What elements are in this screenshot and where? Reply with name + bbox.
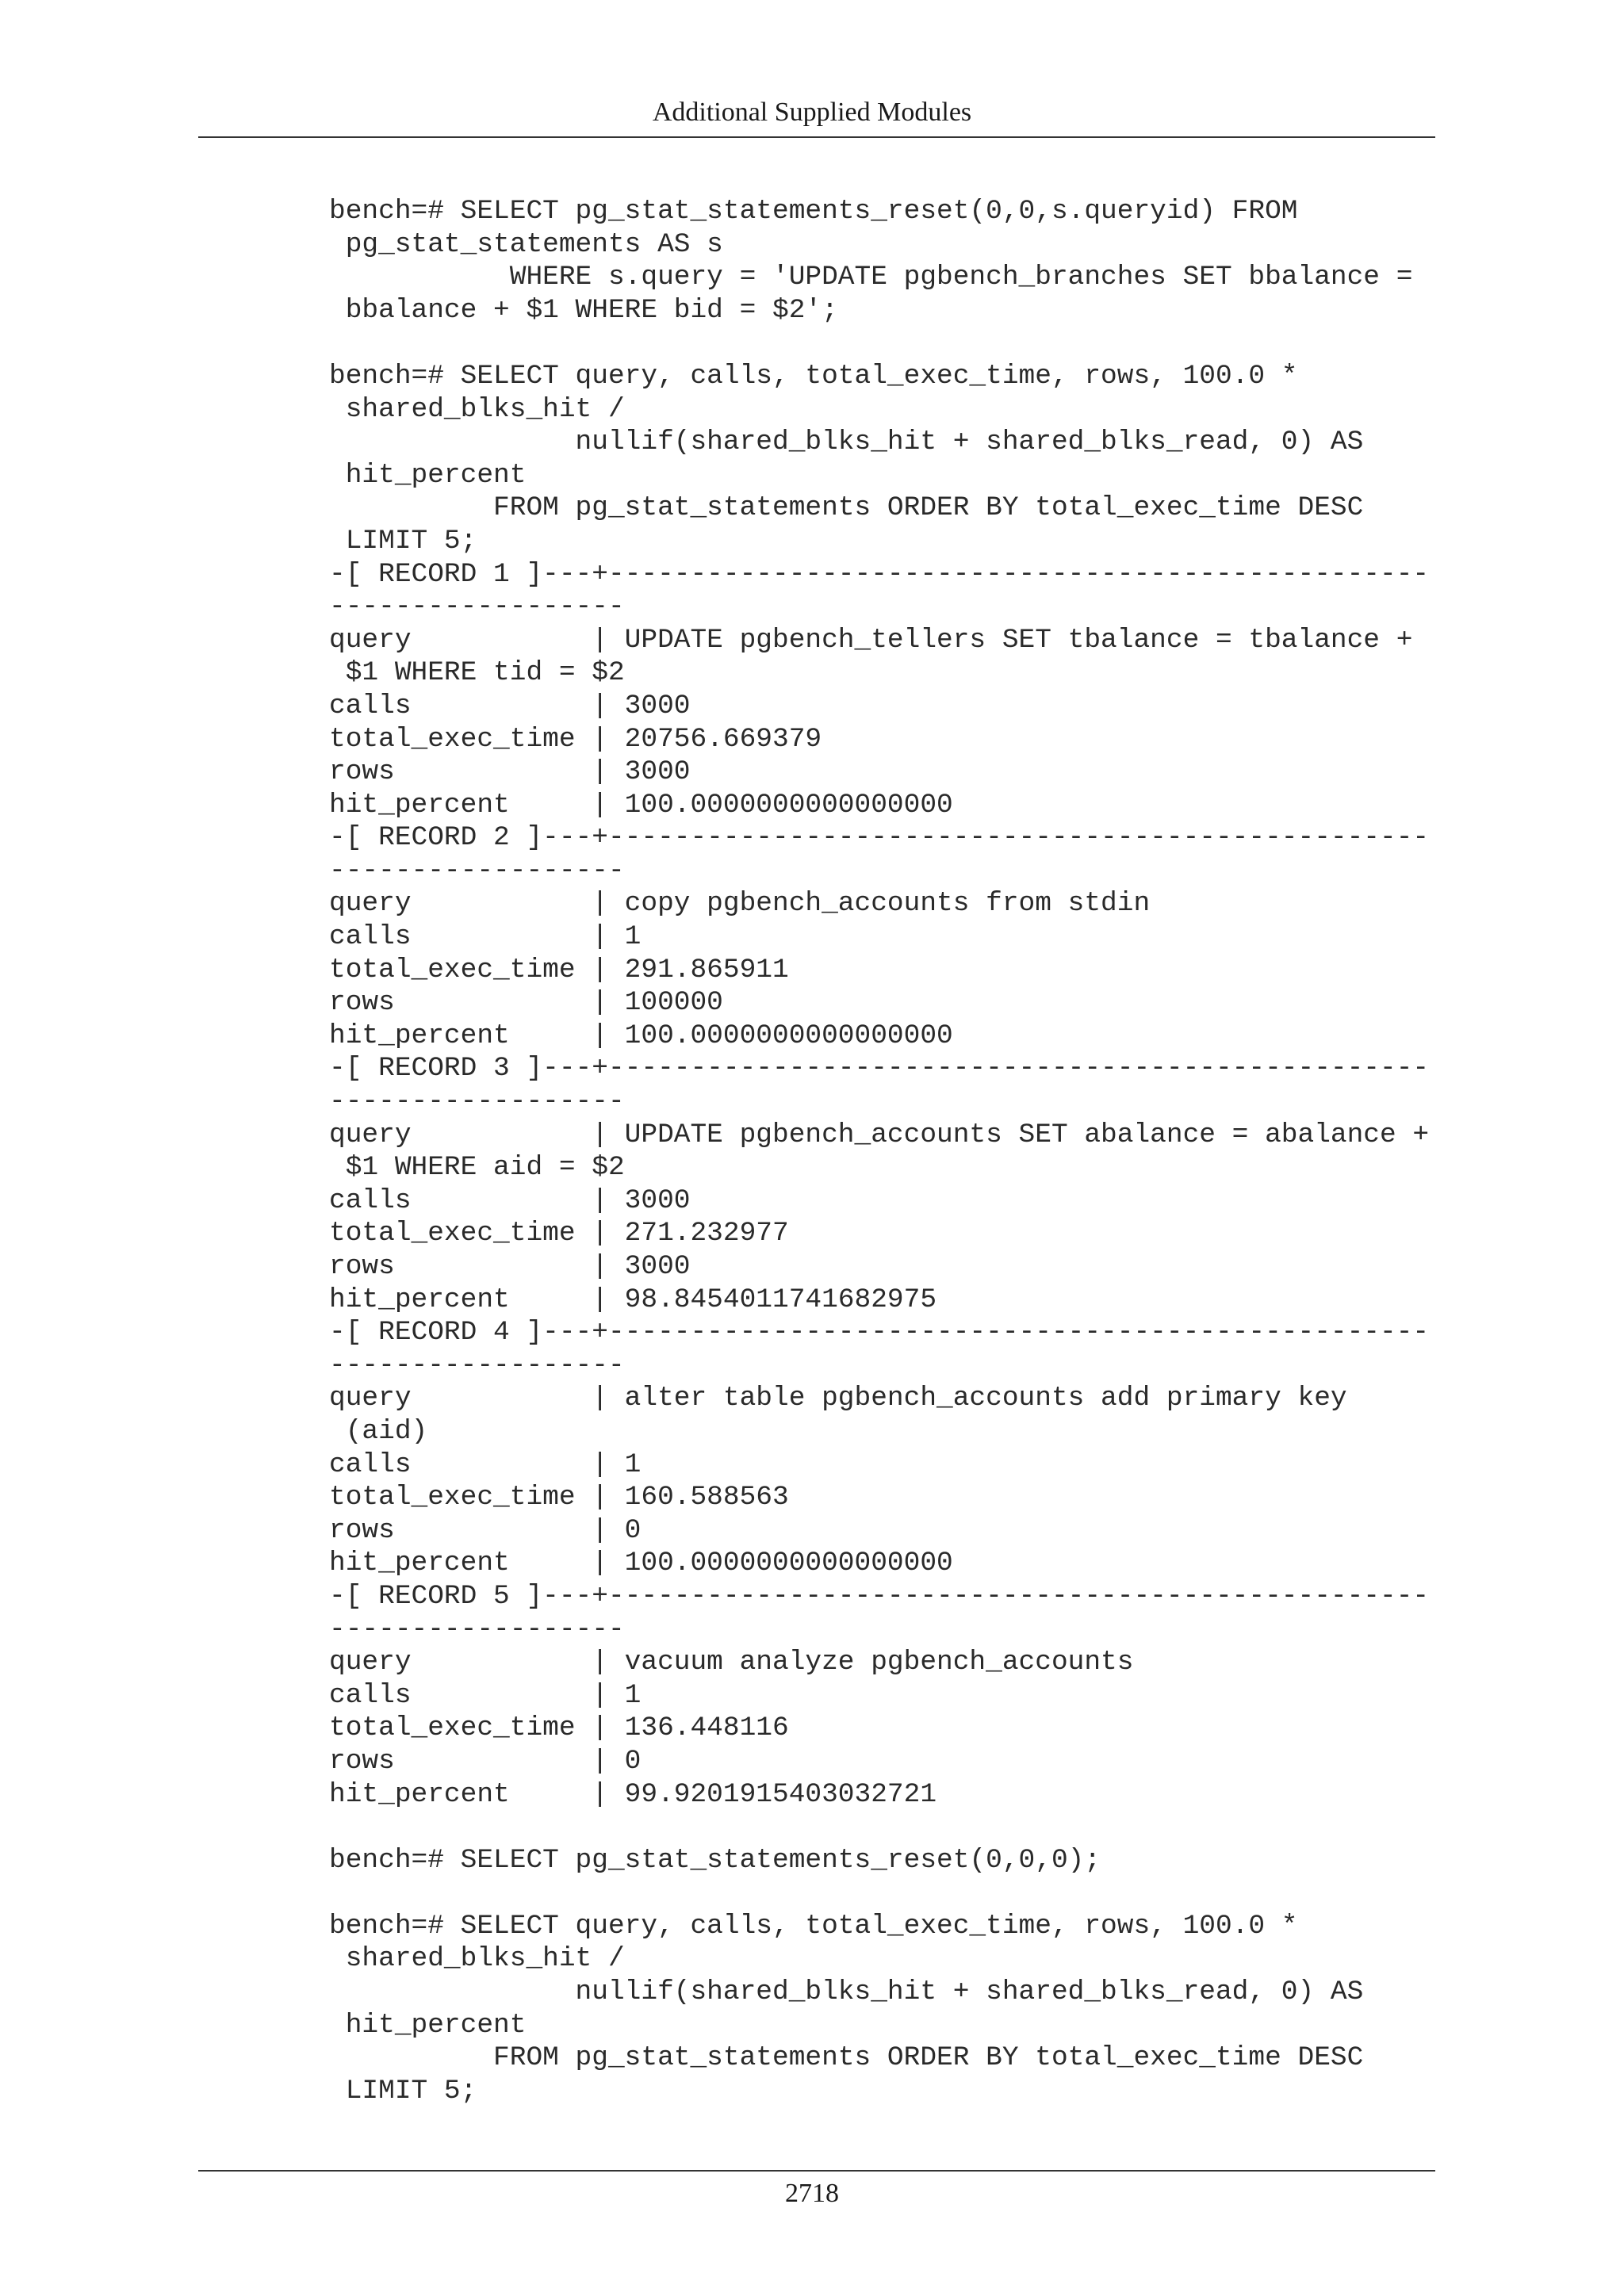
code-line: total_exec_time | 271.232977 xyxy=(329,1218,789,1249)
code-line: $1 WHERE tid = $2 xyxy=(329,657,625,689)
code-line: query | UPDATE pgbench_accounts SET abalance = abalance + xyxy=(329,1119,1430,1150)
code-line: hit_percent | 100.0000000000000000 xyxy=(329,1548,953,1579)
code-line: total_exec_time | 160.588563 xyxy=(329,1482,789,1513)
code-line: ------------------ xyxy=(329,855,625,886)
code-line: bench=# SELECT pg_stat_statements_reset(0,0,s.queryid) FROM xyxy=(329,196,1298,227)
code-line: rows | 0 xyxy=(329,1745,642,1777)
code-line: bench=# SELECT query, calls, total_exec_time, rows, 100.0 * xyxy=(329,1910,1298,1942)
code-line: FROM pg_stat_statements ORDER BY total_exec_time DESC xyxy=(329,2042,1364,2074)
code-line: bench=# SELECT query, calls, total_exec_time, rows, 100.0 * xyxy=(329,360,1298,392)
code-line: -[ RECORD 1 ]---+-------------------------------------------------- xyxy=(329,558,1430,590)
code-line: hit_percent xyxy=(329,2009,527,2041)
code-line: -[ RECORD 5 ]---+-------------------------------------------------- xyxy=(329,1580,1430,1612)
code-line: query | UPDATE pgbench_tellers SET tbalance = tbalance + xyxy=(329,624,1413,656)
code-line: nullif(shared_blks_hit + shared_blks_read, 0) AS xyxy=(329,1976,1364,2008)
code-line: calls | 1 xyxy=(329,921,642,953)
code-line: ------------------ xyxy=(329,591,625,623)
code-line: hit_percent | 100.0000000000000000 xyxy=(329,1020,953,1051)
code-line: ------------------ xyxy=(329,1086,625,1118)
code-line: total_exec_time | 20756.669379 xyxy=(329,723,822,755)
code-line: -[ RECORD 3 ]---+-------------------------------------------------- xyxy=(329,1053,1430,1085)
code-line: rows | 0 xyxy=(329,1514,642,1546)
code-line: total_exec_time | 291.865911 xyxy=(329,954,789,985)
code-line: LIMIT 5; xyxy=(329,525,477,557)
code-line: $1 WHERE aid = $2 xyxy=(329,1152,625,1184)
code-listing xyxy=(329,195,1429,2107)
code-line: rows | 3000 xyxy=(329,756,691,788)
code-line: shared_blks_hit / xyxy=(329,393,625,425)
code-line xyxy=(329,1877,1429,1910)
code-line: ------------------ xyxy=(329,1349,625,1381)
footer-divider xyxy=(198,2170,1435,2172)
page-header-title: Additional Supplied Modules xyxy=(652,98,972,127)
code-line: nullif(shared_blks_hit + shared_blks_read, 0) AS xyxy=(329,427,1364,458)
code-line xyxy=(329,327,1429,360)
header-divider xyxy=(198,136,1435,138)
code-line: hit_percent | 99.9201915403032721 xyxy=(329,1778,937,1810)
code-line xyxy=(329,1811,1429,1844)
code-line: hit_percent | 100.0000000000000000 xyxy=(329,789,953,821)
code-line: FROM pg_stat_statements ORDER BY total_exec_time DESC xyxy=(329,492,1364,524)
code-line: -[ RECORD 2 ]---+-------------------------------------------------- xyxy=(329,822,1430,854)
code-line: ------------------ xyxy=(329,1613,625,1645)
code-line: rows | 100000 xyxy=(329,987,723,1019)
code-line: bbalance + $1 WHERE bid = $2'; xyxy=(329,294,838,326)
code-line: query | vacuum analyze pgbench_accounts xyxy=(329,1647,1134,1678)
page-number: 2718 xyxy=(785,2179,839,2208)
code-line: calls | 3000 xyxy=(329,690,691,721)
code-line: rows | 3000 xyxy=(329,1251,691,1282)
code-line: query | alter table pgbench_accounts add primary key xyxy=(329,1383,1347,1414)
code-line: calls | 1 xyxy=(329,1448,642,1480)
code-line: bench=# SELECT pg_stat_statements_reset(0,0,0); xyxy=(329,1844,1101,1876)
code-line: pg_stat_statements AS s xyxy=(329,228,723,260)
code-line: hit_percent | 98.8454011741682975 xyxy=(329,1284,937,1315)
code-line: -[ RECORD 4 ]---+-------------------------------------------------- xyxy=(329,1317,1430,1349)
code-line: total_exec_time | 136.448116 xyxy=(329,1712,789,1744)
code-line: WHERE s.query = 'UPDATE pgbench_branches SET bbalance = xyxy=(329,262,1413,293)
code-line: (aid) xyxy=(329,1415,428,1447)
code-line: LIMIT 5; xyxy=(329,2075,477,2107)
code-line: shared_blks_hit / xyxy=(329,1943,625,1975)
code-line: query | copy pgbench_accounts from stdin xyxy=(329,888,1151,920)
code-line: calls | 1 xyxy=(329,1679,642,1711)
code-line: calls | 3000 xyxy=(329,1184,691,1216)
code-line: hit_percent xyxy=(329,459,527,491)
